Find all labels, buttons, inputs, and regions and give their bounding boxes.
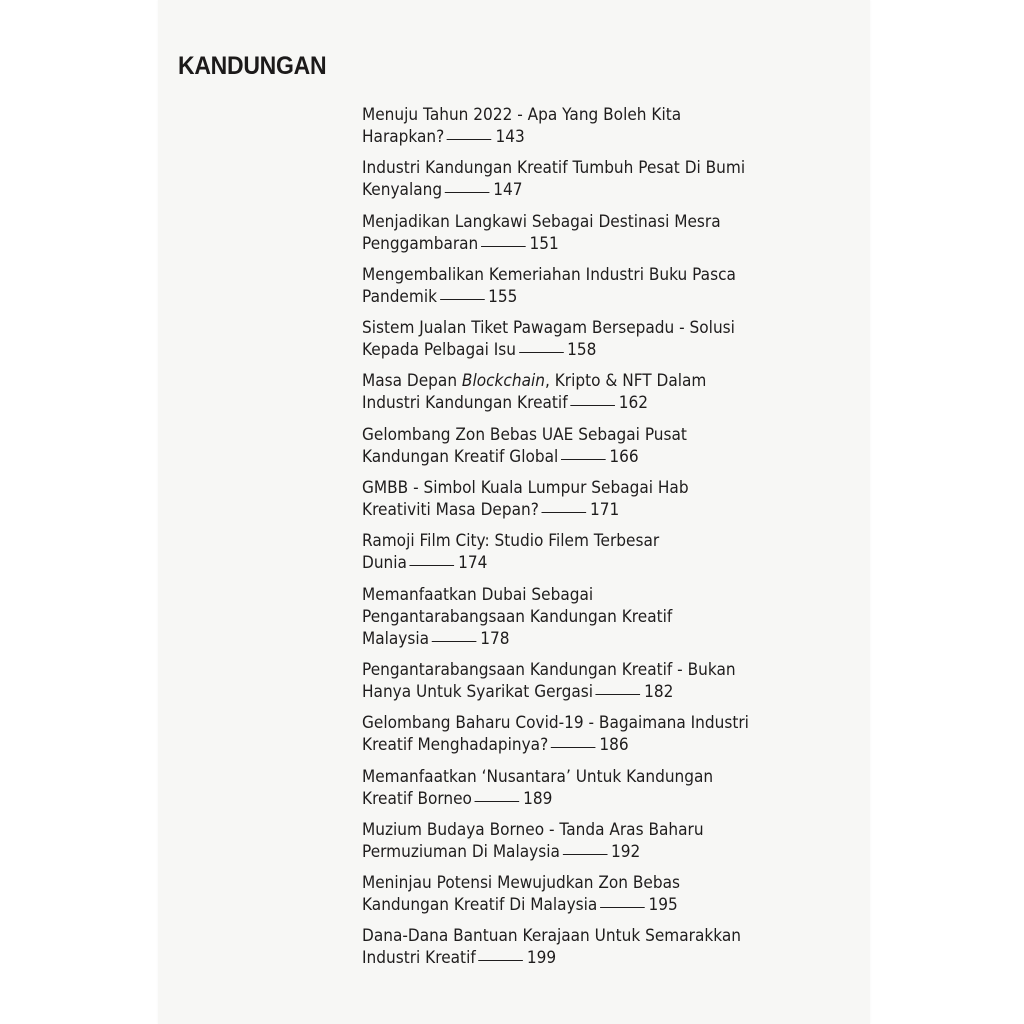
dot-leader	[600, 907, 645, 908]
title-text: Mengembalikan Kemeriahan Industri Buku Pasca	[362, 264, 736, 284]
title-text: Memanfaatkan ‘Nusantara’ Untuk Kandungan	[362, 766, 714, 786]
dot-leader	[475, 801, 520, 802]
toc-entry-title-line	[362, 681, 799, 703]
title-text: Malaysia	[362, 628, 430, 648]
title-text: Permuziuman Di Malaysia	[362, 841, 560, 861]
page-number: 199	[526, 948, 557, 968]
title-text: Muzium Budaya Borneo - Tanda Aras Baharu	[362, 819, 704, 839]
page-number: 166	[609, 446, 639, 466]
title-text: Gelombang Zon Bebas UAE Sebagai Pusat	[362, 424, 687, 444]
toc-entry[interactable]	[362, 872, 799, 916]
title-text: Penggambaran	[362, 233, 479, 253]
page-number: 171	[590, 500, 620, 520]
title-text: Dana-Dana Bantuan Kerajaan Untuk Semarakkan	[362, 926, 741, 946]
toc-entry[interactable]	[362, 211, 799, 255]
dot-leader	[542, 512, 587, 513]
page-number: 192	[611, 841, 641, 861]
page-number: 143	[495, 127, 525, 146]
title-text: Kreatif Borneo	[362, 788, 472, 808]
toc-entry[interactable]	[362, 157, 799, 201]
dot-leader	[447, 139, 492, 140]
title-text: Masa Depan	[362, 371, 462, 391]
dot-leader	[440, 299, 485, 300]
toc-entry-title-line	[362, 126, 799, 148]
title-text: Memanfaatkan Dubai Sebagai	[362, 584, 594, 604]
title-text: Harapkan?	[362, 127, 445, 146]
toc-entry-title-line	[362, 179, 799, 201]
toc-entry-title-line	[362, 734, 799, 756]
table-of-contents	[362, 104, 832, 979]
toc-entry-title-line	[362, 339, 799, 361]
title-text: Kandungan Kreatif Global	[362, 446, 559, 466]
toc-entry[interactable]	[362, 370, 799, 414]
toc-entry-title-line	[362, 211, 799, 233]
toc-entry[interactable]	[362, 925, 799, 969]
dot-leader	[410, 565, 455, 566]
toc-entry[interactable]	[362, 819, 799, 863]
title-text: Menjadikan Langkawi Sebagai Destinasi Mesra	[362, 211, 721, 231]
title-text: Pengantarabangsaan Kandungan Kreatif	[362, 606, 673, 626]
title-text: GMBB - Simbol Kuala Lumpur Sebagai Hab	[362, 478, 689, 498]
toc-entry[interactable]	[362, 659, 799, 703]
toc-entry-title-line	[362, 659, 799, 681]
title-text: Kandungan Kreatif Di Malaysia	[362, 895, 598, 915]
toc-entry[interactable]	[362, 317, 799, 361]
toc-entry-title-line	[362, 264, 799, 286]
page-number: 147	[493, 180, 523, 200]
title-text: Dunia	[362, 553, 407, 573]
toc-entry[interactable]	[362, 477, 799, 521]
toc-entry-title-line	[362, 317, 799, 339]
dot-leader	[551, 747, 596, 748]
page-number: 174	[458, 553, 488, 573]
toc-entry-title-line	[362, 788, 799, 810]
toc-entry-title-line	[362, 925, 799, 947]
toc-entry-title-line	[362, 947, 799, 969]
page-number: 158	[567, 340, 597, 360]
title-text: Hanya Untuk Syarikat Gergasi	[362, 681, 593, 701]
toc-entry-title-line	[362, 872, 799, 894]
toc-entry-title-line	[362, 104, 799, 126]
page-title: KANDUNGAN	[178, 52, 327, 80]
title-text: , Kripto & NFT Dalam	[544, 371, 707, 391]
toc-entry-title-line	[362, 766, 799, 788]
dot-leader	[519, 352, 564, 353]
page-number: 189	[523, 788, 553, 808]
title-text: Pandemik	[362, 286, 437, 306]
page-number: 186	[599, 735, 629, 755]
page-number: 178	[480, 628, 510, 648]
toc-entry[interactable]	[362, 264, 799, 308]
toc-entry-title-line	[362, 286, 799, 308]
toc-entry-title-line	[362, 552, 799, 574]
title-text: Industri Kandungan Kreatif	[362, 393, 568, 413]
toc-entry-title-line	[362, 233, 799, 255]
toc-entry-title-line	[362, 530, 799, 552]
toc-entry[interactable]	[362, 584, 799, 650]
title-text: Industri Kreatif	[362, 948, 476, 968]
title-text: Menuju Tahun 2022 - Apa Yang Boleh Kita	[362, 105, 682, 124]
title-text: Meninjau Potensi Mewujudkan Zon Bebas	[362, 873, 681, 893]
toc-entry[interactable]	[362, 712, 799, 756]
toc-entry-title-line	[362, 392, 799, 414]
dot-leader	[570, 405, 615, 406]
page-number: 195	[648, 895, 678, 915]
dot-leader	[596, 694, 641, 695]
title-text: Kreativiti Masa Depan?	[362, 500, 539, 520]
title-text: Kreatif Menghadapinya?	[362, 735, 549, 755]
toc-entry[interactable]	[362, 104, 799, 148]
dot-leader	[481, 246, 526, 247]
dot-leader	[561, 459, 606, 460]
toc-entry-title-line	[362, 841, 799, 863]
page-number: 155	[488, 286, 518, 306]
dot-leader	[479, 960, 524, 961]
toc-entry-title-line	[362, 894, 799, 916]
title-text: Industri Kandungan Kreatif Tumbuh Pesat Di Bumi	[362, 158, 746, 178]
title-italic-text: Blockchain	[461, 371, 545, 391]
toc-entry-title-line	[362, 499, 799, 521]
dot-leader	[432, 641, 477, 642]
toc-entry-title-line	[362, 370, 799, 392]
toc-entry-title-line	[362, 446, 799, 468]
toc-entry-title-line	[362, 477, 799, 499]
toc-entry[interactable]	[362, 766, 799, 810]
title-text: Pengantarabangsaan Kandungan Kreatif - Bukan	[362, 659, 736, 679]
page-number: 151	[529, 233, 559, 253]
page-number: 162	[618, 393, 649, 413]
dot-leader	[563, 854, 608, 855]
title-text: Ramoji Film City: Studio Filem Terbesar	[362, 531, 660, 551]
dot-leader	[445, 192, 490, 193]
toc-entry[interactable]	[362, 424, 799, 468]
title-text: Kenyalang	[362, 180, 443, 200]
title-text: Gelombang Baharu Covid-19 - Bagaimana Industri	[362, 713, 749, 733]
title-text: Sistem Jualan Tiket Pawagam Bersepadu - Solusi	[362, 318, 735, 338]
toc-entry-title-line	[362, 628, 799, 650]
toc-entry-title-line	[362, 819, 799, 841]
toc-entry-title-line	[362, 712, 799, 734]
title-text: Kepada Pelbagai Isu	[362, 340, 517, 360]
toc-entry[interactable]	[362, 530, 799, 574]
toc-entry-title-line	[362, 157, 799, 179]
toc-entry-title-line	[362, 606, 799, 628]
toc-entry-title-line	[362, 424, 799, 446]
page-number: 182	[644, 681, 674, 701]
toc-entry-title-line	[362, 584, 799, 606]
